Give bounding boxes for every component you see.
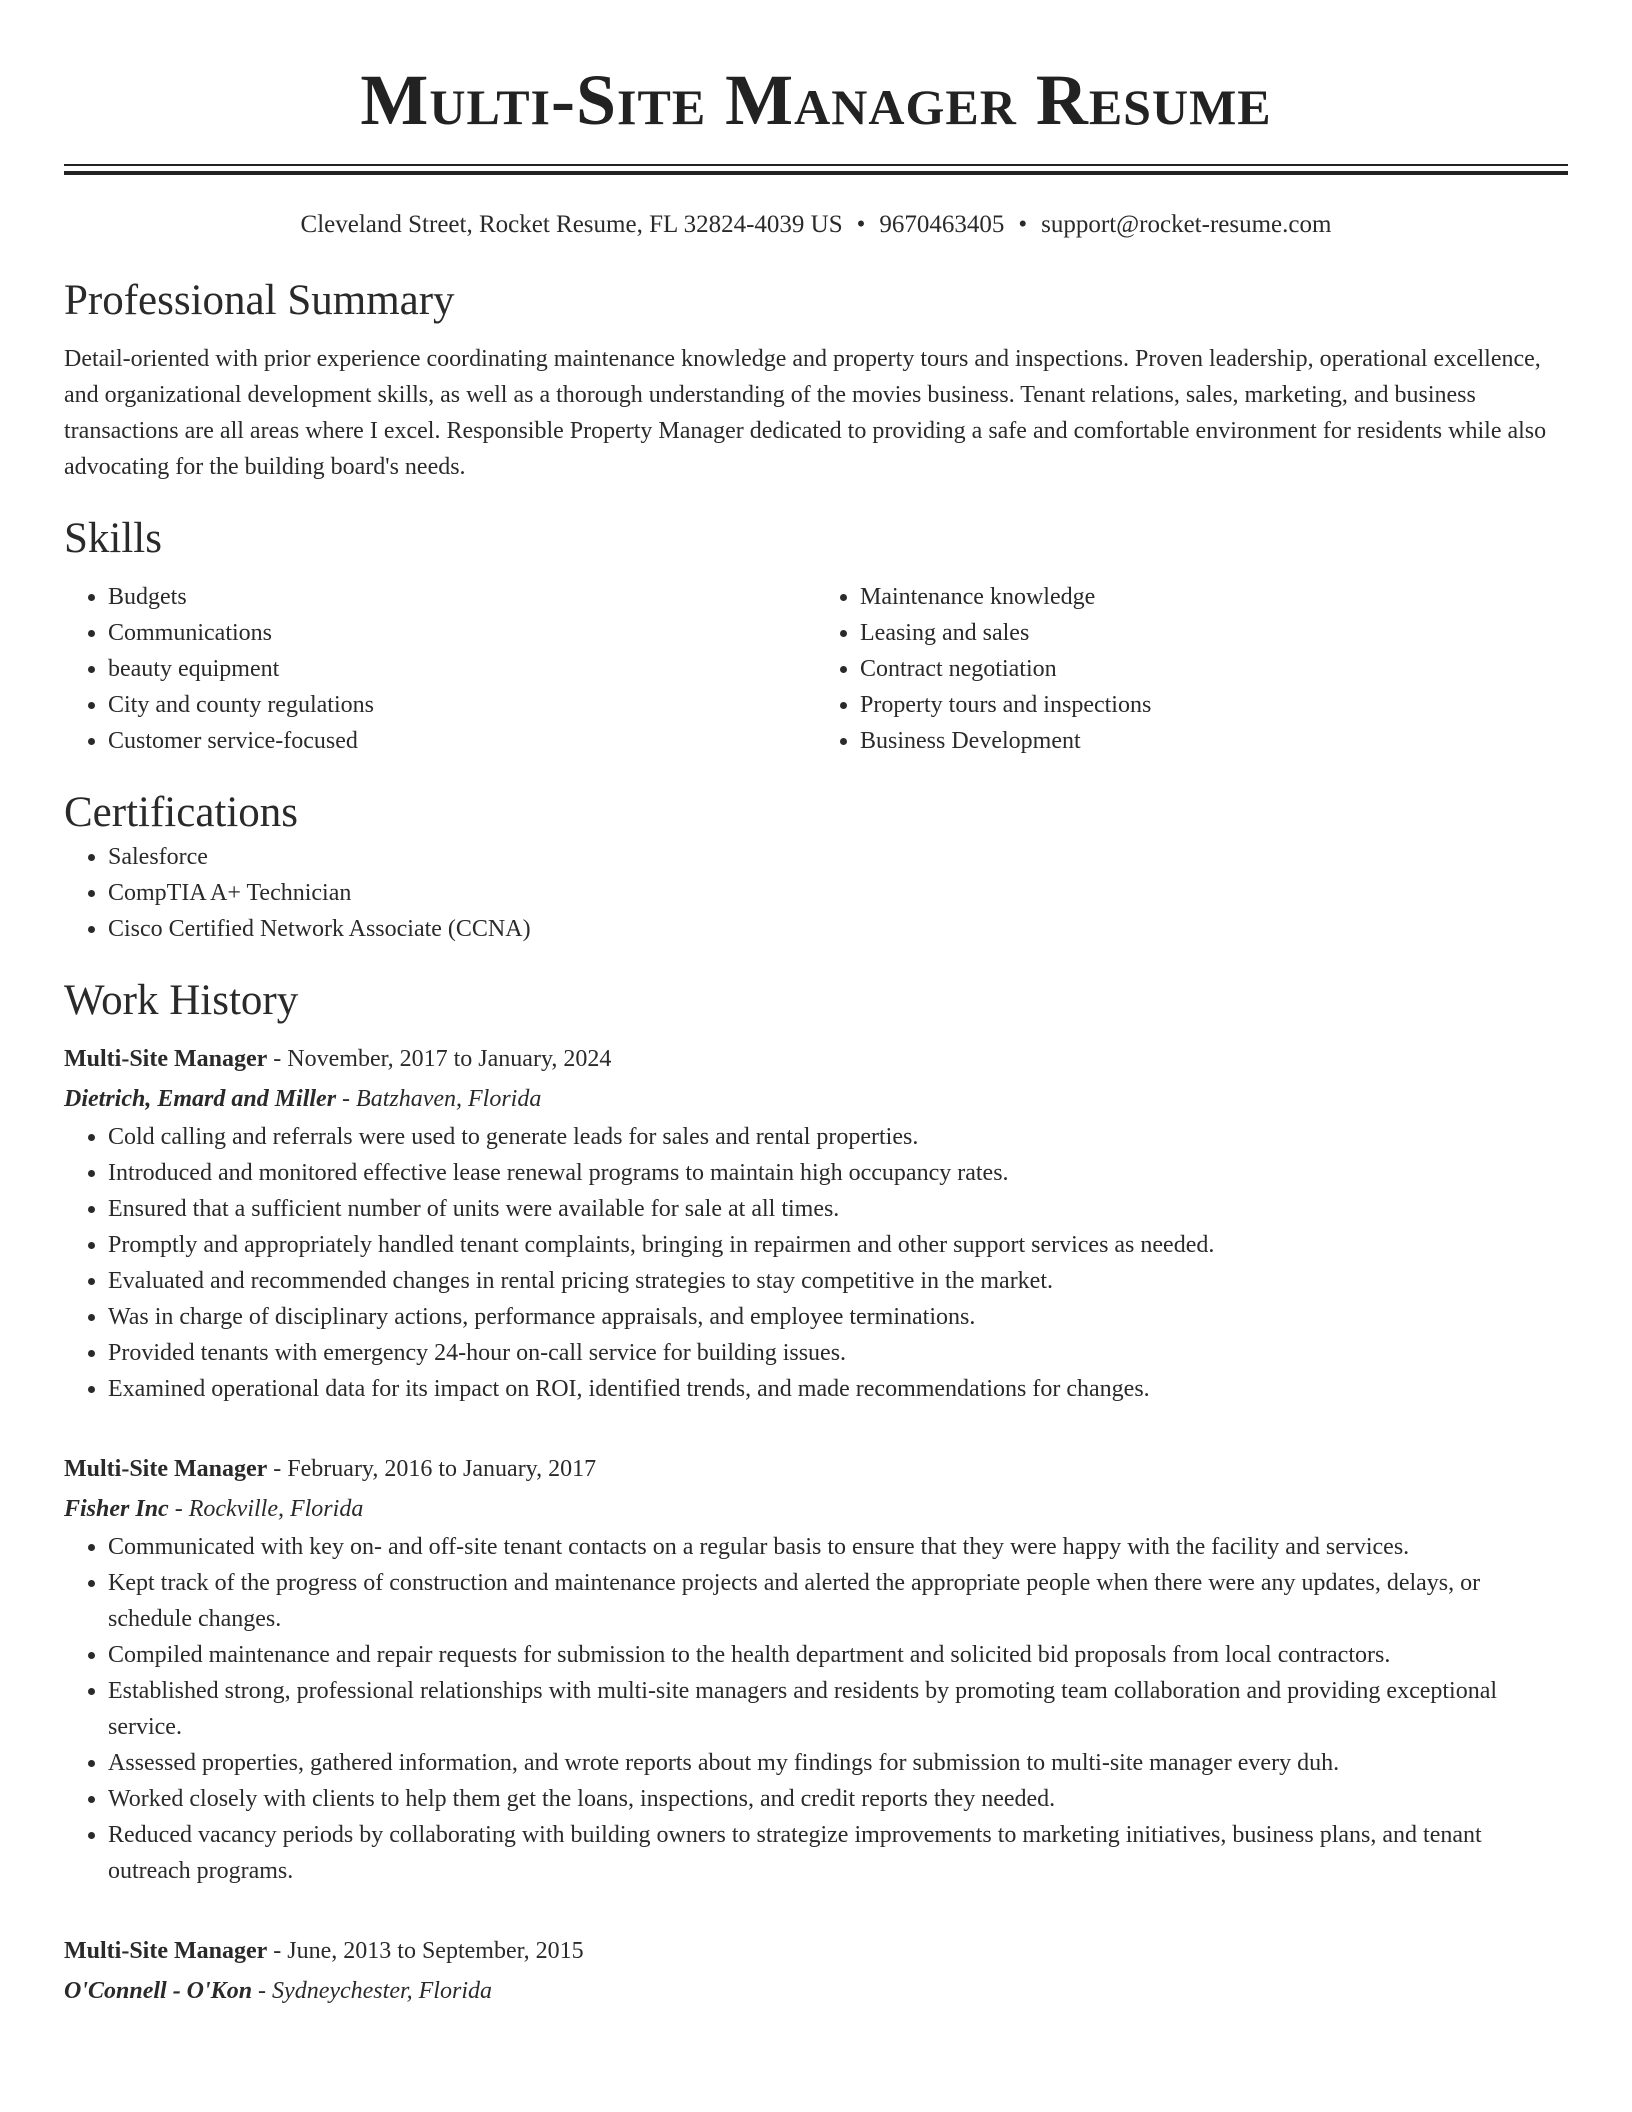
job-company: O'Connell - O'Kon	[64, 1978, 253, 2004]
job-company-line	[64, 1971, 1568, 2011]
skills-heading: Skills	[64, 515, 162, 562]
job-dates: June, 2013 to September, 2015	[287, 1938, 584, 1964]
job-dash: -	[267, 1046, 288, 1072]
job-bullet-list	[64, 1119, 1568, 1407]
contact-phone: 9670463405	[879, 211, 1005, 238]
contact-line	[64, 209, 1568, 241]
job-title: Multi-Site Manager	[64, 1046, 268, 1072]
job-bullet: • Worked closely with clients to help them get the loans, inspections, and credit reports they needed.	[108, 1781, 1568, 1817]
certification-item: • CompTIA A+ Technician	[108, 875, 1568, 911]
contact-email: support@rocket-resume.com	[1041, 211, 1332, 238]
certifications-heading: Certifications	[64, 789, 299, 836]
job-dash: -	[267, 1456, 288, 1482]
summary-text: Detail-oriented with prior experience coordinating maintenance knowledge and property tours and inspections. Proven leadership, operational excellence, and organizational development skills, as well as a thorough understanding of the movies business. Tenant relations, sales, marketing, and business transactions are all areas where I excel. Responsible Property Manager dedicated to providing a safe and comfortable environment for residents while also advocating for the building board's needs.	[64, 346, 1547, 480]
skill-item: • Leasing and sales	[860, 615, 1568, 651]
job-dash: -	[267, 1938, 288, 1964]
job-title: Multi-Site Manager	[64, 1938, 268, 1964]
job-bullet: • Promptly and appropriately handled tenant complaints, bringing in repairmen and other support services as needed.	[108, 1227, 1568, 1263]
skills-columns	[64, 579, 1568, 759]
job-company: Dietrich, Emard and Miller	[64, 1086, 337, 1112]
job-title-line	[64, 1039, 1568, 1079]
job-location: Batzhaven, Florida	[356, 1086, 542, 1112]
job-dates: February, 2016 to January, 2017	[287, 1456, 597, 1482]
job-entry	[64, 1449, 1568, 1889]
certifications-list	[64, 839, 1568, 947]
job-bullet: • Introduced and monitored effective lease renewal programs to maintain high occupancy rates.	[108, 1155, 1568, 1191]
skill-item: • Maintenance knowledge	[860, 579, 1568, 615]
work-history-section	[64, 975, 1568, 2011]
job-company: Fisher Inc	[64, 1496, 169, 1522]
job-title-line	[64, 1931, 1568, 1971]
skill-item: • beauty equipment	[108, 651, 816, 687]
work-history-heading: Work History	[64, 977, 299, 1024]
skill-item: • City and county regulations	[108, 687, 816, 723]
job-bullet: • Reduced vacancy periods by collaborating with building owners to strategize improvements to marketing initiatives, business plans, and tenant outreach programs.	[108, 1817, 1568, 1889]
skill-item: • Property tours and inspections	[860, 687, 1568, 723]
job-bullet: • Established strong, professional relationships with multi-site managers and residents by promoting team collaboration and providing exceptional service.	[108, 1673, 1568, 1745]
job-location: Rockville, Florida	[188, 1496, 364, 1522]
job-company-line	[64, 1489, 1568, 1529]
job-bullet: • Kept track of the progress of construction and maintenance projects and alerted the appropriate people when there were any updates, delays, or schedule changes.	[108, 1565, 1568, 1637]
job-bullet: • Examined operational data for its impact on ROI, identified trends, and made recommendations for changes.	[108, 1371, 1568, 1407]
certification-item: • Salesforce	[108, 839, 1568, 875]
skills-list-right	[816, 579, 1568, 759]
job-dash: -	[252, 1978, 273, 2004]
job-location: Sydneychester, Florida	[272, 1978, 492, 2004]
skill-item: • Budgets	[108, 579, 816, 615]
job-bullet: • Provided tenants with emergency 24-hour on-call service for building issues.	[108, 1335, 1568, 1371]
skill-item: • Communications	[108, 615, 816, 651]
contact-separator: •	[856, 211, 866, 238]
skill-item: • Customer service-focused	[108, 723, 816, 759]
skills-list-left	[64, 579, 816, 759]
resume-page	[64, 0, 1568, 2011]
job-bullet-list	[64, 1529, 1568, 1889]
summary-heading: Professional Summary	[64, 277, 455, 324]
job-bullet: • Ensured that a sufficient number of units were available for sale at all times.	[108, 1191, 1568, 1227]
job-company-line	[64, 1079, 1568, 1119]
contact-address: Cleveland Street, Rocket Resume, FL 32824-4039 US	[300, 211, 843, 238]
job-title-line	[64, 1449, 1568, 1489]
skills-section	[64, 513, 1568, 759]
job-bullet: • Communicated with key on- and off-site tenant contacts on a regular basis to ensure that they were happy with the facility and services.	[108, 1529, 1568, 1565]
job-bullet: • Cold calling and referrals were used to generate leads for sales and rental properties.	[108, 1119, 1568, 1155]
job-dash: -	[168, 1496, 189, 1522]
job-dash: -	[336, 1086, 357, 1112]
job-entry	[64, 1039, 1568, 1407]
job-bullet: • Compiled maintenance and repair requests for submission to the health department and solicited bid proposals from local contractors.	[108, 1637, 1568, 1673]
resume-title: Multi-Site Manager Resume	[360, 60, 1272, 140]
job-bullet: • Was in charge of disciplinary actions, performance appraisals, and employee terminations.	[108, 1299, 1568, 1335]
summary-section	[64, 275, 1568, 485]
certifications-section	[64, 787, 1568, 947]
job-dates: November, 2017 to January, 2024	[287, 1046, 612, 1072]
job-bullet: • Evaluated and recommended changes in rental pricing strategies to stay competitive in the market.	[108, 1263, 1568, 1299]
skill-item: • Business Development	[860, 723, 1568, 759]
skill-item: • Contract negotiation	[860, 651, 1568, 687]
certification-item: • Cisco Certified Network Associate (CCNA)	[108, 911, 1568, 947]
job-bullet: • Assessed properties, gathered information, and wrote reports about my findings for submission to multi-site manager every duh.	[108, 1745, 1568, 1781]
job-entry	[64, 1931, 1568, 2011]
title-divider	[64, 164, 1568, 175]
job-title: Multi-Site Manager	[64, 1456, 268, 1482]
contact-separator: •	[1018, 211, 1028, 238]
